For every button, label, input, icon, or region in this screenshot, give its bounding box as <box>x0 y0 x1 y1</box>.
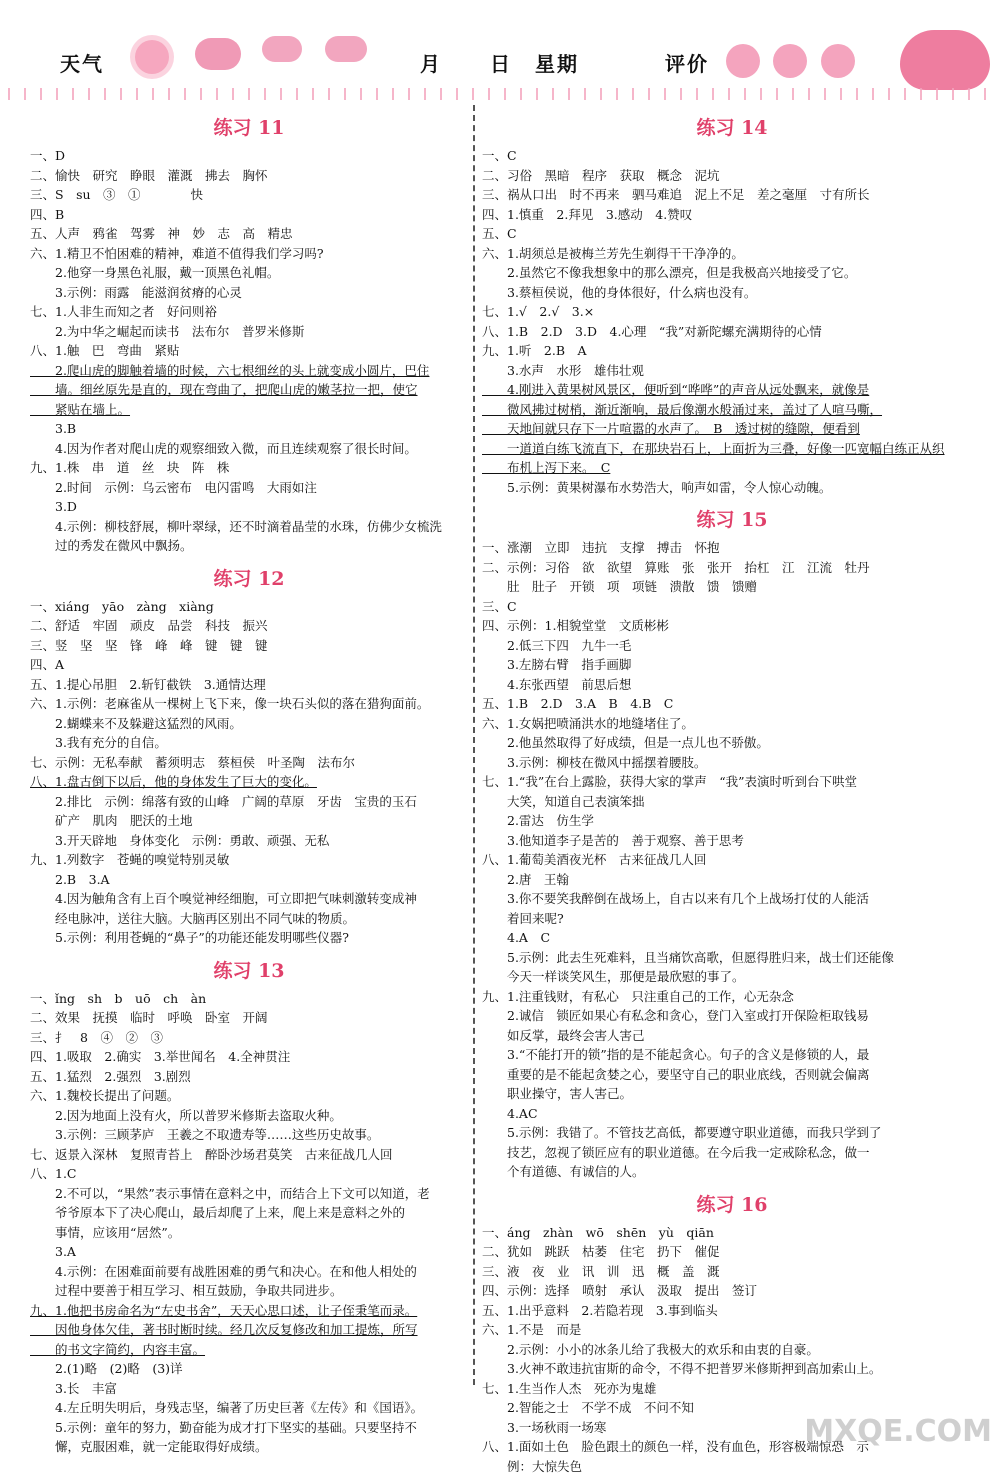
answer-line: 3.D <box>30 497 468 517</box>
answer-line: 3.示例：三顾茅庐 王羲之不取遗寿等……这些历史故事。 <box>30 1125 468 1145</box>
answer-line: 七、1.人非生而知之者 好问则裕 <box>30 302 468 322</box>
answer-line: 2.不可以，“果然”表示事情在意料之中，而结合上下文可以知道，老 <box>30 1184 468 1204</box>
answer-line: 3.“不能打开的锁”指的是不能起贪心。句子的含义是修锁的人，最 <box>482 1045 982 1065</box>
answer-line: 七、1.生当作人杰 死亦为鬼雄 <box>482 1379 982 1399</box>
section-title: 练习 13 <box>30 956 468 983</box>
answer-line: 2.排比 示例：绵落有致的山峰 广阔的草原 牙齿 宝贵的玉石 <box>30 792 468 812</box>
answer-line: 3.水声 水形 雄伟壮观 <box>482 361 982 381</box>
answer-line: 六、1.不是 而是 <box>482 1320 982 1340</box>
answer-line: 六、1.精卫不怕困难的精神，难道不值得我们学习吗? <box>30 244 468 264</box>
answer-line: 六、1.胡须总是被梅兰芳先生剃得干干净净的。 <box>482 244 982 264</box>
answer-line: 过程中要善于相互学习、相互鼓励，争取共同进步。 <box>30 1281 468 1301</box>
answer-line: 六、1.女娲把喷涌洪水的地缝堵住了。 <box>482 714 982 734</box>
answer-line: 九、1.他把书房命名为“左史书舍”，天天心思口述，让子侄秉笔而录。 <box>30 1301 468 1321</box>
section-title: 练习 11 <box>30 113 468 140</box>
answer-line: 5.示例：我错了。不管技艺高低，都要遵守职业道德，而我只学到了 <box>482 1123 982 1143</box>
answer-line: 布机上泻下来。 C <box>482 458 982 478</box>
answer-line: 九、1.株 串 道 丝 块 阵 株 <box>30 458 468 478</box>
answer-line: 八、1.触 巴 弯曲 紧贴 <box>30 341 468 361</box>
neutral-face-icon <box>773 44 807 78</box>
answer-line: 2.B 3.A <box>30 870 468 890</box>
answer-line: 一、C <box>482 146 982 166</box>
answer-line: 3.A <box>30 1242 468 1262</box>
answer-line: 四、A <box>30 655 468 675</box>
answer-line: 五、1.提心吊胆 2.斩钉截铁 3.通情达理 <box>30 675 468 695</box>
answer-line: 例：大惊失色 <box>482 1457 982 1476</box>
watermark-text: MXQE.COM <box>804 1414 992 1449</box>
section-title: 练习 15 <box>482 505 982 532</box>
answer-line: 二、舒适 牢固 顽皮 品尝 科技 振兴 <box>30 616 468 636</box>
answer-line: 九、1.听 2.B A <box>482 341 982 361</box>
answer-line: 4.刚进入黄果树风景区，便听到“哗哗”的声音从远处飘来，就像是 <box>482 380 982 400</box>
answer-line: 事情，应该用“居然”。 <box>30 1223 468 1243</box>
answer-line: 2.雷达 仿生学 <box>482 811 982 831</box>
answer-line: 二、犹如 跳跃 枯萎 住宅 扔下 催促 <box>482 1242 982 1262</box>
answer-line: 2.低三下四 九牛一毛 <box>482 636 982 656</box>
answer-line: 3.蔡桓侯说，他的身体很好，什么病也没有。 <box>482 283 982 303</box>
answer-line: 八、1.C <box>30 1164 468 1184</box>
answer-line: 四、示例：选择 喷射 承认 汲取 提出 签订 <box>482 1281 982 1301</box>
answer-line: 着回来呢? <box>482 909 982 929</box>
answer-line: 二、习俗 黑暗 程序 获取 概念 泥坑 <box>482 166 982 186</box>
answer-line: 5.示例：童年的努力，勤奋能为成才打下坚实的基础。只要坚持不 <box>30 1418 468 1438</box>
answer-line: 4.AC <box>482 1104 982 1124</box>
answer-line: 2.蝴蝶来不及躲避这猛烈的风雨。 <box>30 714 468 734</box>
day-label: 日 <box>490 48 512 77</box>
answer-line: 因他身体欠佳，著书时断时续。经几次反复修改和加工提炼，所写 <box>30 1320 468 1340</box>
weather-label: 天气 <box>60 48 104 77</box>
rain-cloud-icon <box>262 36 302 62</box>
happy-face-icon <box>726 44 760 78</box>
answer-line: 3.B <box>30 419 468 439</box>
answer-line: 四、示例：1.相貌堂堂 文质彬彬 <box>482 616 982 636</box>
answer-line: 2.他穿一身黑色礼服，戴一顶黑色礼帽。 <box>30 263 468 283</box>
answer-line: 2.唐 王翰 <box>482 870 982 890</box>
answer-line: 2.示例：小小的冰条儿给了我极大的欢乐和由衷的自豪。 <box>482 1340 982 1360</box>
cloud-icon <box>195 38 241 70</box>
answer-line: 三、扌 8 ④ ② ③ <box>30 1028 468 1048</box>
weekday-label: 星期 <box>535 48 579 77</box>
answer-line: 六、1.魏校长提出了问题。 <box>30 1086 468 1106</box>
watermark <box>830 1339 1000 1459</box>
answer-line: 七、返景入深林 复照青苔上 醉卧沙场君莫笑 古来征战几人回 <box>30 1145 468 1165</box>
answer-line: 六、1.示例：老麻雀从一棵树上飞下来，像一块石头似的落在猎狗面前。 <box>30 694 468 714</box>
section-title: 练习 16 <box>482 1190 982 1217</box>
answer-line: 八、1.面如土色 脸色跟土的颜色一样，没有血色，形容极端惊恐 示 <box>482 1437 982 1457</box>
answer-line: 七、示例：无私奉献 蓄须明志 蔡桓侯 叶圣陶 法布尔 <box>30 753 468 773</box>
answer-line: 过的秀发在微风中飘扬。 <box>30 536 468 556</box>
answer-line: 3.左膀右臂 指手画脚 <box>482 655 982 675</box>
answer-line: 2.虽然它不像我想象中的那么漂亮，但是我极高兴地接受了它。 <box>482 263 982 283</box>
answer-line: 微风拂过树梢，渐近渐响，最后像潮水般涌过来，盖过了人喧马嘶， <box>482 400 982 420</box>
answer-line: 三、祸从口出 时不再来 驷马难追 泥上不足 差之毫厘 寸有所长 <box>482 185 982 205</box>
answer-line: 一道道白练飞流直下，在那块岩石上，上面折为三叠，好像一匹宽幅白练正从织 <box>482 439 982 459</box>
answer-line: 4.示例：在困难面前要有战胜困难的勇气和决心。在和他人相处的 <box>30 1262 468 1282</box>
answer-line: 五、1.出乎意料 2.若隐若现 3.事到临头 <box>482 1301 982 1321</box>
answer-line: 3.我有充分的自信。 <box>30 733 468 753</box>
answer-line: 3.示例：柳枝在微风中摇摆着腰肢。 <box>482 753 982 773</box>
answer-line: 如反掌，最终会害人害己 <box>482 1026 982 1046</box>
answer-line: 五、1.B 2.D 3.A B 4.B C <box>482 694 982 714</box>
column-divider <box>473 105 475 1385</box>
answer-line: 七、1.√ 2.√ 3.× <box>482 302 982 322</box>
answer-line: 3.示例：雨露 能滋润贫瘠的心灵 <box>30 283 468 303</box>
answer-line: 个有道德、有诚信的人。 <box>482 1162 982 1182</box>
answer-line: 的书文字简约，内容丰富。 <box>30 1340 468 1360</box>
answer-line: 2.诚信 锁匠如果心有私念和贪心，登门入室或打开保险柜取钱易 <box>482 1006 982 1026</box>
answer-line: 4.因为触角含有上百个嗅觉神经细胞，可立即把气味刺激转变成神 <box>30 889 468 909</box>
tree-icon <box>900 30 990 90</box>
left-column <box>30 105 468 1457</box>
answer-line: 懈，克服困难，就一定能取得好成绩。 <box>30 1437 468 1457</box>
answer-line: 肚 肚子 开锁 项 项链 溃散 馈 馈赠 <box>482 577 982 597</box>
answer-line: 3.长 丰富 <box>30 1379 468 1399</box>
answer-line: 一、ǐng sh b uō ch àn <box>30 989 468 1009</box>
answer-line: 四、1.慎重 2.拜见 3.感动 4.赞叹 <box>482 205 982 225</box>
decorative-border <box>0 88 1000 100</box>
answer-line: 三、S su ③ ① 快 <box>30 185 468 205</box>
answer-line: 4.A C <box>482 928 982 948</box>
answer-line: 2.爬山虎的脚触着墙的时候，六七根细丝的头上就变成小圆片，巴住 <box>30 361 468 381</box>
answer-line: 4.左丘明失明后，身残志坚，编著了历史巨著《左传》和《国语》。 <box>30 1398 468 1418</box>
rating-label: 评价 <box>665 48 709 77</box>
answer-line: 2.他虽然取得了好成绩，但是一点儿也不骄傲。 <box>482 733 982 753</box>
answer-line: 矿产 肌肉 肥沃的土地 <box>30 811 468 831</box>
answer-line: 八、1.B 2.D 3.D 4.心理 “我”对新陀螺充满期待的心情 <box>482 322 982 342</box>
answer-line: 3.开天辟地 身体变化 示例：勇敢、顽强、无私 <box>30 831 468 851</box>
answer-line: 七、1.“我”在台上露脸，获得大家的掌声 “我”表演时听到台下哄堂 <box>482 772 982 792</box>
answer-line: 一、áng zhàn wō shēn yù qiān <box>482 1223 982 1243</box>
answer-line: 4.因为作者对爬山虎的观察细致入微，而且连续观察了很长时间。 <box>30 439 468 459</box>
answer-line: 紧贴在墙上。 <box>30 400 468 420</box>
answer-line: 2.(1)略 (2)略 (3)详 <box>30 1359 468 1379</box>
answer-line: 墙。细丝原先是直的，现在弯曲了，把爬山虎的嫩茎拉一把，使它 <box>30 380 468 400</box>
snow-cloud-icon <box>325 36 367 62</box>
answer-line: 天地间就只存下一片喧嚣的水声了。 B 透过树的缝隙，便看到 <box>482 419 982 439</box>
answer-line: 五、C <box>482 224 982 244</box>
answer-line: 3.一场秋雨一场寒 <box>482 1418 982 1438</box>
answer-line: 五、人声 鸦雀 驾雾 神 妙 志 高 精忠 <box>30 224 468 244</box>
answer-line: 一、xiáng yāo zàng xiàng <box>30 597 468 617</box>
answer-line: 3.他知道李子是苦的 善于观察、善于思考 <box>482 831 982 851</box>
answer-line: 三、C <box>482 597 982 617</box>
answer-line: 三、液 夜 业 讯 训 迅 概 盖 溉 <box>482 1262 982 1282</box>
answer-line: 5.示例：黄果树瀑布水势浩大，响声如雷，令人惊心动魄。 <box>482 478 982 498</box>
section-title: 练习 12 <box>30 564 468 591</box>
section-title: 练习 14 <box>482 113 982 140</box>
answer-line: 四、B <box>30 205 468 225</box>
right-column <box>482 105 982 1476</box>
answer-line: 2.为中华之崛起而读书 法布尔 普罗米修斯 <box>30 322 468 342</box>
answer-line: 今天一样谈笑风生，那便是最欣慰的事了。 <box>482 967 982 987</box>
answer-line: 八、1.葡萄美酒夜光杯 古来征战几人回 <box>482 850 982 870</box>
page-header <box>0 0 1000 100</box>
answer-line: 三、竖 坚 坚 锋 峰 峰 键 键 键 <box>30 636 468 656</box>
answer-line: 爷爷原本下了决心爬山，最后却爬了上来，爬上来是意料之外的 <box>30 1203 468 1223</box>
answer-line: 经电脉冲，送往大脑。大脑再区别出不同气味的物质。 <box>30 909 468 929</box>
month-label: 月 <box>420 48 442 77</box>
answer-line: 5.示例：利用苍蝇的“鼻子”的功能还能发明哪些仪器? <box>30 928 468 948</box>
answer-line: 重要的是不能起贪婪之心，要坚守自己的职业底线，否则就会偏离 <box>482 1065 982 1085</box>
answer-line: 九、1.列数字 苍蝇的嗅觉特别灵敏 <box>30 850 468 870</box>
answer-line: 4.东张西望 前思后想 <box>482 675 982 695</box>
answer-line: 一、涨潮 立即 违抗 支撑 搏击 怀抱 <box>482 538 982 558</box>
answer-line: 四、1.吸取 2.确实 3.举世闻名 4.全神贯注 <box>30 1047 468 1067</box>
answer-line: 3.你不要笑我醉倒在战场上，自古以来有几个上战场打仗的人能活 <box>482 889 982 909</box>
answer-line: 二、愉快 研究 睁眼 灌溉 拂去 胸怀 <box>30 166 468 186</box>
answer-line: 2.因为地面上没有火，所以普罗米修斯去盗取火种。 <box>30 1106 468 1126</box>
answer-line: 五、1.猛烈 2.强烈 3.剧烈 <box>30 1067 468 1087</box>
answer-line: 大笑，知道自己表演笨拙 <box>482 792 982 812</box>
answer-line: 职业操守，害人害己。 <box>482 1084 982 1104</box>
answer-line: 4.示例：柳枝舒展，柳叶翠绿，还不时滴着晶莹的水珠，仿佛少女梳洗 <box>30 517 468 537</box>
answer-line: 九、1.注重钱财，有私心 只注重自己的工作，心无杂念 <box>482 987 982 1007</box>
answer-line: 二、示例：习俗 欲 欲望 算账 张 张开 抬杠 江 江流 牡丹 <box>482 558 982 578</box>
answer-line: 二、效果 抚摸 临时 呼唤 卧室 开阔 <box>30 1008 468 1028</box>
answer-line: 5.示例：此去生死难料，且当痛饮高歌，但愿得胜归来，战士们还能像 <box>482 948 982 968</box>
answer-line: 技艺，忽视了锁匠应有的职业道德。在今后我一定戒除私念，做一 <box>482 1143 982 1163</box>
answer-line: 八、1.盘古倒下以后，他的身体发生了巨大的变化。 <box>30 772 468 792</box>
sad-face-icon <box>821 44 855 78</box>
sun-icon <box>135 40 169 74</box>
answer-line: 2.时间 示例：乌云密布 电闪雷鸣 大雨如注 <box>30 478 468 498</box>
answer-line: 3.火神不敢违抗宙斯的命令，不得不把普罗米修斯押到高加索山上。 <box>482 1359 982 1379</box>
answer-line: 2.智能之士 不学不成 不问不知 <box>482 1398 982 1418</box>
answer-line: 一、D <box>30 146 468 166</box>
